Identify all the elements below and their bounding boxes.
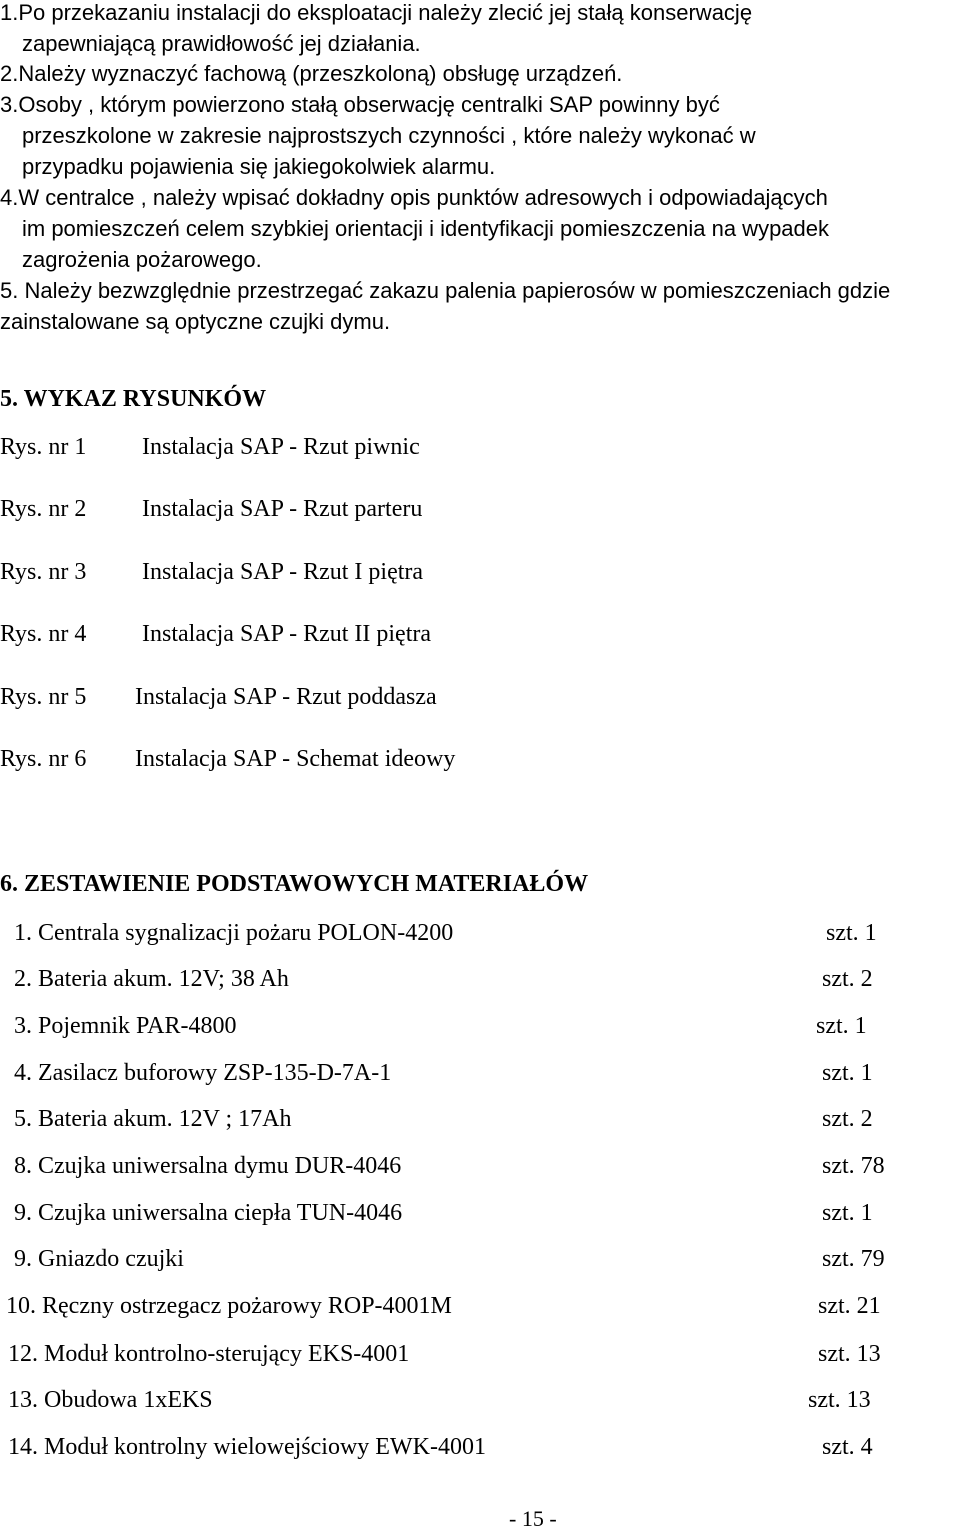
material-name: 9. Gniazdo czujki	[14, 1246, 184, 1272]
note-5-line-1: 5. Należy bezwzględnie przestrzegać zakazu palenia papierosów w pomieszczeniach gdzie	[0, 278, 891, 303]
note-4-line-1: 4.W centralce , należy wpisać dokładny opis punktów adresowych i odpowiadających	[0, 185, 828, 210]
drawing-title: Instalacja SAP - Rzut I piętra	[142, 559, 424, 585]
note-3-line-2: przeszkolone w zakresie najprostszych czynności , które należy wykonać w	[22, 123, 756, 148]
drawing-title: Instalacja SAP - Rzut poddasza	[135, 684, 437, 710]
drawing-number: Rys. nr 1	[0, 434, 87, 460]
page-number: - 15 -	[509, 1506, 557, 1531]
drawing-number: Rys. nr 2	[0, 496, 87, 522]
material-name: 1. Centrala sygnalizacji pożaru POLON-4200	[14, 920, 454, 946]
material-quantity: szt. 1	[822, 1200, 873, 1226]
drawings-heading: 5. WYKAZ RYSUNKÓW	[0, 386, 267, 412]
material-name: 9. Czujka uniwersalna ciepła TUN-4046	[14, 1200, 403, 1226]
material-quantity: szt. 79	[822, 1246, 885, 1272]
material-quantity: szt. 13	[808, 1387, 871, 1413]
drawing-number: Rys. nr 5	[0, 684, 87, 710]
material-name: 8. Czujka uniwersalna dymu DUR-4046	[14, 1153, 402, 1179]
material-name: 5. Bateria akum. 12V ; 17Ah	[14, 1106, 292, 1132]
note-2-line-1: 2.Należy wyznaczyć fachową (przeszkoloną) obsługę urządzeń.	[0, 61, 623, 86]
drawing-title: Instalacja SAP - Rzut piwnic	[142, 434, 420, 460]
material-quantity: szt. 1	[826, 920, 877, 946]
drawing-number: Rys. nr 4	[0, 621, 87, 647]
material-name: 10. Ręczny ostrzegacz pożarowy ROP-4001M	[6, 1293, 452, 1319]
material-quantity: szt. 1	[816, 1013, 867, 1039]
material-name: 4. Zasilacz buforowy ZSP-135-D-7A-1	[14, 1060, 392, 1086]
material-quantity: szt. 4	[822, 1434, 873, 1460]
note-1-line-1: 1.Po przekazaniu instalacji do eksploatacji należy zlecić jej stałą konserwację	[0, 0, 753, 25]
note-4-line-3: zagrożenia pożarowego.	[22, 247, 262, 272]
material-name: 3. Pojemnik PAR-4800	[14, 1013, 237, 1039]
note-4-line-2: im pomieszczeń celem szybkiej orientacji i identyfikacji pomieszczenia na wypadek	[22, 216, 830, 241]
material-quantity: szt. 2	[822, 1106, 873, 1132]
drawing-number: Rys. nr 3	[0, 559, 87, 585]
note-3-line-3: przypadku pojawienia się jakiegokolwiek alarmu.	[22, 154, 496, 179]
material-quantity: szt. 13	[818, 1341, 881, 1367]
material-quantity: szt. 2	[822, 966, 873, 992]
material-quantity: szt. 1	[822, 1060, 873, 1086]
material-quantity: szt. 78	[822, 1153, 885, 1179]
drawing-title: Instalacja SAP - Rzut II piętra	[142, 621, 432, 647]
material-name: 14. Moduł kontrolny wielowejściowy EWK-4001	[8, 1434, 486, 1460]
drawing-number: Rys. nr 6	[0, 746, 87, 772]
material-quantity: szt. 21	[818, 1293, 881, 1319]
note-5-line-2: zainstalowane są optyczne czujki dymu.	[0, 309, 391, 334]
drawing-title: Instalacja SAP - Schemat ideowy	[135, 746, 456, 772]
material-name: 13. Obudowa 1xEKS	[8, 1387, 213, 1413]
drawing-title: Instalacja SAP - Rzut parteru	[142, 496, 423, 522]
note-1-line-2: zapewniającą prawidłowość jej działania.	[22, 31, 421, 56]
material-name: 2. Bateria akum. 12V; 38 Ah	[14, 966, 289, 992]
materials-heading: 6. ZESTAWIENIE PODSTAWOWYCH MATERIAŁÓW	[0, 871, 589, 897]
note-3-line-1: 3.Osoby , którym powierzono stałą obserwację centralki SAP powinny być	[0, 92, 720, 117]
material-name: 12. Moduł kontrolno-sterujący EKS-4001	[8, 1341, 410, 1367]
